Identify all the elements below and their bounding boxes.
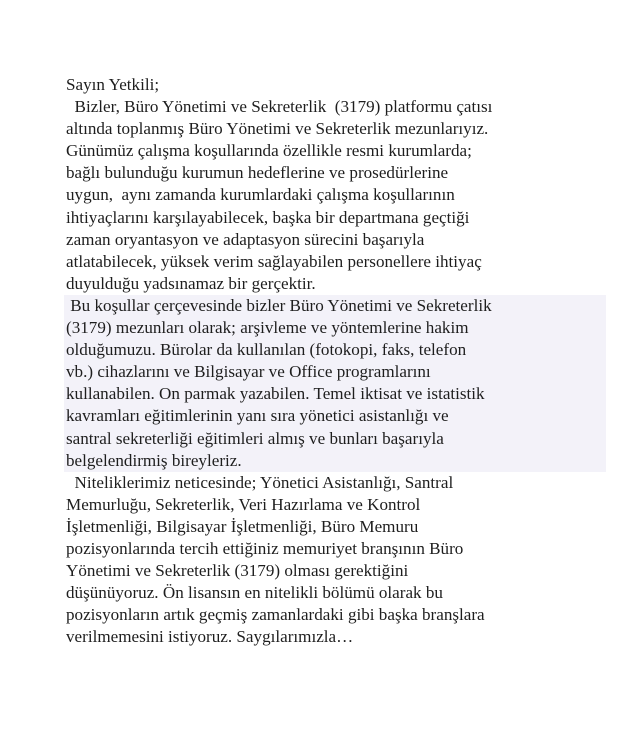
paragraph-line: vb.) cihazlarını ve Bilgisayar ve Office programlarını [66,362,431,382]
paragraph-line: uygun, aynı zamanda kurumlardaki çalışma koşullarının [66,185,455,205]
paragraph-line: altında toplanmış Büro Yönetimi ve Sekreterlik mezunlarıyız. [66,119,489,139]
paragraph-line: duyulduğu yadsınamaz bir gerçektir. [66,273,316,293]
paragraph-line: zaman oryantasyon ve adaptasyon sürecini başarıyla [66,229,425,249]
paragraph-line: Günümüz çalışma koşullarında özellikle resmi kurumlarda; [66,141,472,161]
paragraph-1 [66,96,606,295]
paragraph-line: verilmemesini istiyoruz. Saygılarımızla… [66,627,354,647]
paragraph-line: ihtiyaçlarını karşılayabilecek, başka bir departmana geçtiği [66,207,470,227]
paragraph-line: Yönetimi ve Sekreterlik (3179) olması gerektiğini [66,561,409,581]
paragraph-line: kavramları eğitimlerinin yanı sıra yönetici asistanlığı ve [66,406,449,426]
greeting: Sayın Yetkili; [66,75,160,94]
paragraph-line: olduğumuzu. Bürolar da kullanılan (fotokopi, faks, telefon [66,340,467,360]
paragraph-line: Bu koşullar çerçevesinde bizler Büro Yönetimi ve Sekreterlik [66,295,492,315]
paragraph-line: belgelendirmiş bireyleriz. [66,450,242,470]
letter-body [66,74,606,648]
paragraph-3 [66,472,606,649]
paragraph-line: atlatabilecek, yüksek verim sağlayabilen personellere ihtiyaç [66,251,482,271]
paragraph-line: bağlı bulunduğu kurumun hedeflerine ve prosedürlerine [66,163,449,183]
paragraph-2 [64,295,606,472]
paragraph-line: Niteliklerimiz neticesinde; Yönetici Asistanlığı, Santral [66,472,454,492]
paragraph-line: santral sekreterliği eğitimleri almış ve bunları başarıyla [66,428,444,448]
paragraph-line: pozisyonların artık geçmiş zamanlardaki gibi başka branşlara [66,605,485,625]
paragraph-line: kullanabilen. On parmak yazabilen. Temel iktisat ve istatistik [66,384,485,404]
paragraph-line: İşletmenliği, Bilgisayar İşletmenliği, Büro Memuru [66,516,419,536]
paragraph-line: Memurluğu, Sekreterlik, Veri Hazırlama ve Kontrol [66,494,421,514]
paragraph-line: (3179) mezunları olarak; arşivleme ve yöntemlerine hakim [66,318,469,338]
paragraph-line: düşünüyoruz. Ön lisansın en nitelikli bölümü olarak bu [66,583,443,603]
paragraph-line: pozisyonlarında tercih ettiğiniz memuriyet branşının Büro [66,538,464,558]
paragraph-line: Bizler, Büro Yönetimi ve Sekreterlik (3179) platformu çatısı [66,97,493,117]
